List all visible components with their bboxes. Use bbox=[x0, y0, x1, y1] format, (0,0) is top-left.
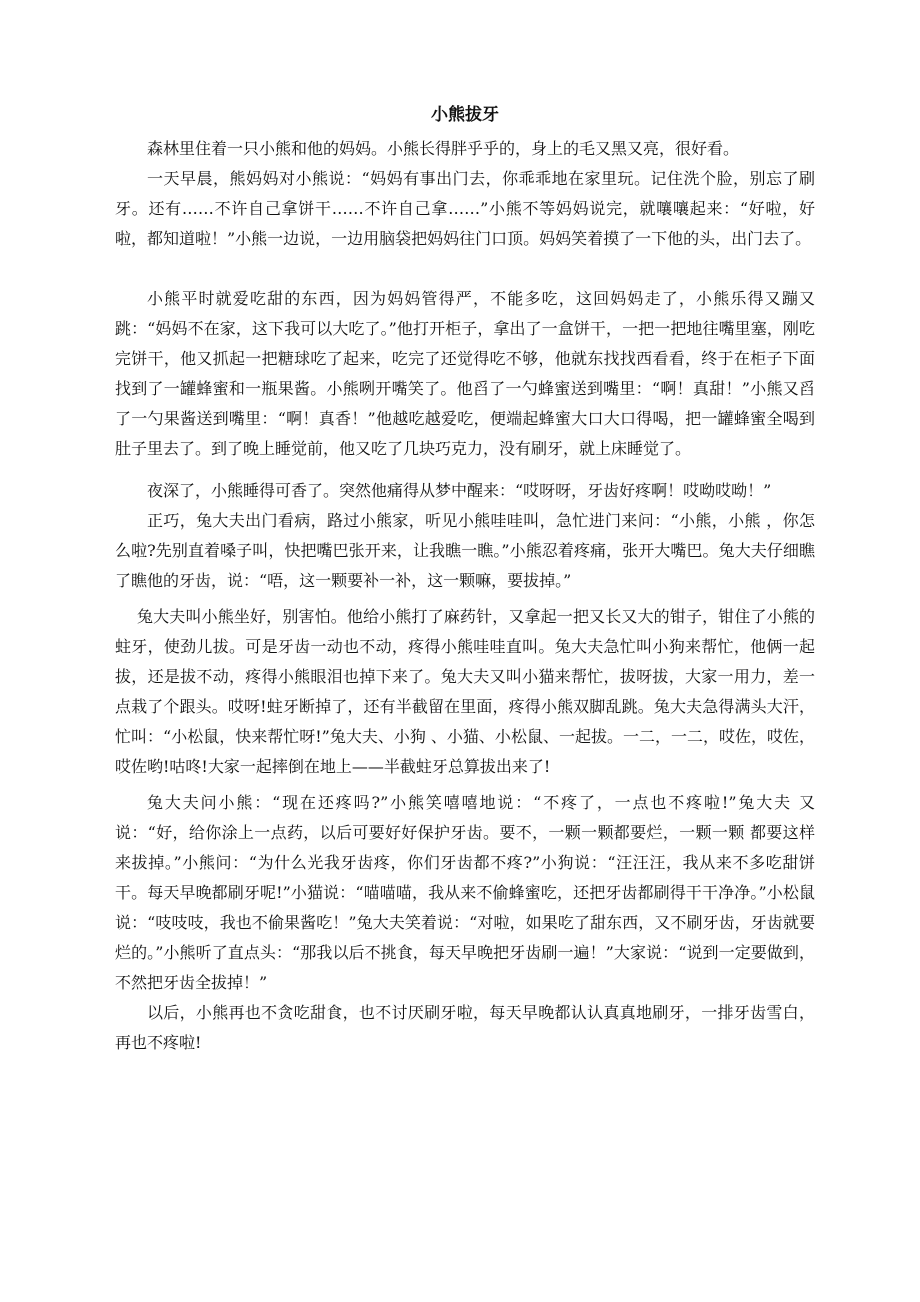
paragraph-intro: 森林里住着一只小熊和他的妈妈。小熊长得胖乎乎的，身上的毛又黑又亮，很好看。 bbox=[147, 139, 740, 158]
document-page bbox=[115, 100, 815, 1058]
paragraph-morning: 一天早晨，熊妈妈对小熊说：“妈妈有事出门去，你乖乖地在家里玩。记住洗个脸，别忘了刷牙。还有……不许自己拿饼干……不许自己拿……”小熊不等妈妈说完，就嚷嚷起来：“好啦，好啦，都知道啦！”小熊一边说，一边用脑袋把妈妈往门口顶。妈妈笑着摸了一下他的头，出门去了。 bbox=[115, 169, 815, 248]
document-title: 小熊拔牙 bbox=[431, 105, 499, 125]
paragraph-lesson: 兔大夫问小熊：“现在还疼吗?”小熊笑嘻嘻地说：“不疼了，一点也不疼啦!”兔大夫 又说：“好，给你涂上一点药，以后可要好好保护牙齿。要不，一颗一颗都要烂，一颗一颗 都要这样来拔掉。”小熊问：“为什么光我牙齿疼，你们牙齿都不疼?”小狗说：“汪汪汪，我从来不多吃甜饼干。每天早晚都刷牙呢!”小猫说：“喵喵喵，我从来不偷蜂蜜吃，还把牙齿都刷得干干净净。”小松鼠说：“吱吱吱，我也不偷果酱吃！”兔大夫笑着说：“对啦，如果吃了甜东西，又不刷牙齿，牙齿就要烂的。”小熊听了直点头：“那我以后不挑食，每天早晚把牙齿刷一遍！”大家说：“说到一定要做到，不然把牙齿全拔掉！” bbox=[115, 793, 815, 992]
paragraph-pulling-tooth: 兔大夫叫小熊坐好，别害怕。他给小熊打了麻药针，又拿起一把又长又大的钳子，钳住了小熊的蛀牙，使劲儿拔。可是牙齿一动也不动，疼得小熊哇哇直叫。兔大夫急忙叫小狗来帮忙，他俩一起拔，还是拔不动，疼得小熊眼泪也掉下来了。兔大夫又叫小猫来帮忙，拔呀拔，大家一用力，差一点栽了个跟头。哎呀!蛀牙断掉了，还有半截留在里面，疼得小熊双脚乱跳。兔大夫急得满头大汗，忙叫：“小松鼠，快来帮忙呀!”兔大夫、小狗 、小猫、小松鼠、一起拔。一二，一二，哎佐，哎佐，哎佐哟!咕咚!大家一起摔倒在地上——半截蛀牙总算拔出来了! bbox=[115, 607, 815, 776]
paragraph-sweets: 小熊平时就爱吃甜的东西，因为妈妈管得严，不能多吃，这回妈妈走了，小熊乐得又蹦又跳：“妈妈不在家，这下我可以大吃了。”他打开柜子，拿出了一盒饼干，一把一把地往嘴里塞，刚吃完饼干，他又抓起一把糖球吃了起来，吃完了还觉得吃不够，他就东找找西看看，终于在柜子下面找到了一罐蜂蜜和一瓶果酱。小熊咧开嘴笑了。他舀了一勺蜂蜜送到嘴里：“啊！真甜！”小熊又舀了一勺果酱送到嘴里：“啊！真香！”他越吃越爱吃，便端起蜂蜜大口大口得喝，把一罐蜂蜜全喝到肚子里去了。到了晚上睡觉前，他又吃了几块巧克力，没有刷牙，就上床睡觉了。 bbox=[115, 289, 815, 458]
paragraph-ending: 以后，小熊再也不贪吃甜食，也不讨厌刷牙啦，每天早晚都认认真真地刷牙，一排牙齿雪白，再也不疼啦! bbox=[115, 1003, 815, 1052]
paragraph-night: 夜深了，小熊睡得可香了。突然他痛得从梦中醒来：“哎呀呀，牙齿好疼啊！哎呦哎呦！” bbox=[147, 481, 772, 500]
paragraph-doctor-arrives: 正巧，兔大夫出门看病，路过小熊家，听见小熊哇哇叫，急忙进门来问：“小熊，小熊 ，你怎么啦?先别直着嗓子叫，快把嘴巴张开来，让我瞧一瞧。”小熊忍着疼痛，张开大嘴巴。兔大夫仔细瞧了瞧他的牙齿，说：“唔，这一颗要补一补，这一颗嘛，要拔掉。” bbox=[115, 511, 815, 590]
